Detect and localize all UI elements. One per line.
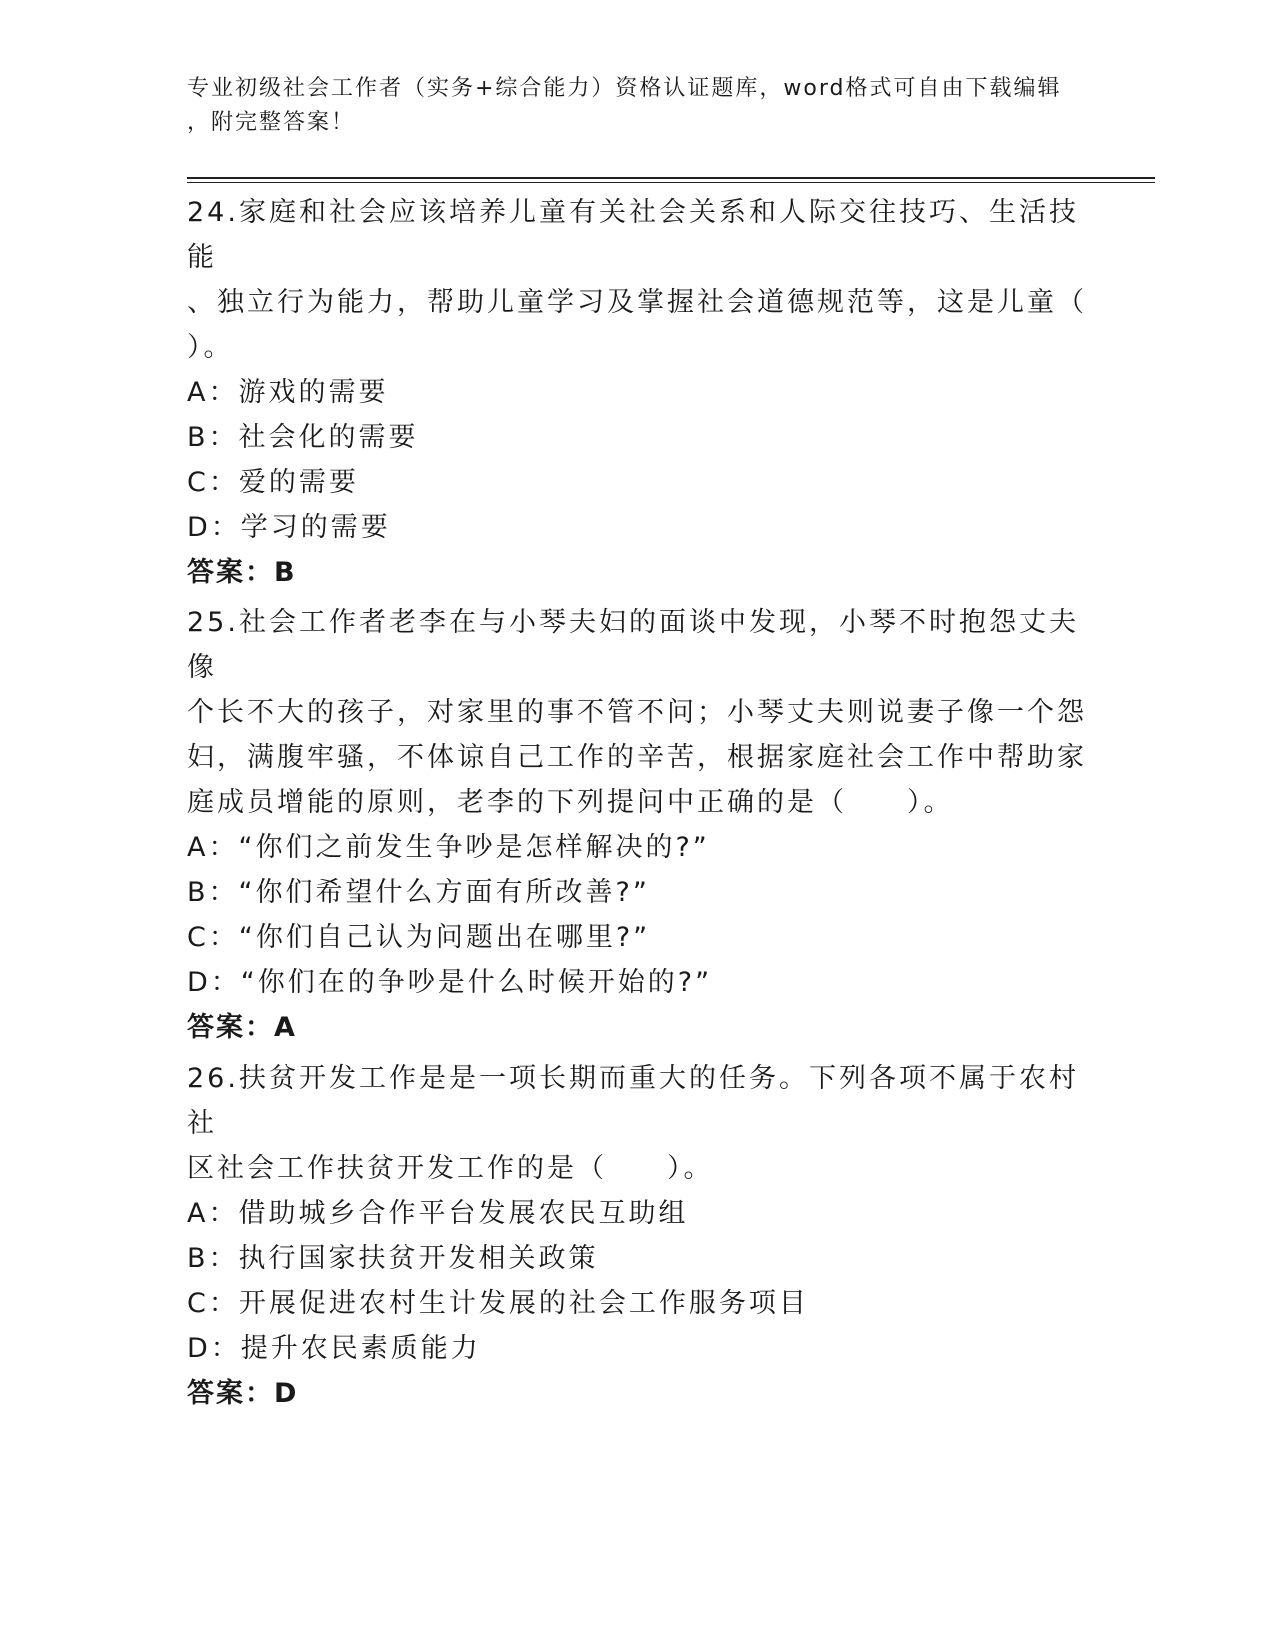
answer: 答案：B <box>187 557 297 588</box>
question-stem-line: 个长不大的孩子，对家里的事不管不问；小琴丈夫则说妻子像一个怨 <box>187 697 1087 728</box>
option-c: C：开展促进农村生计发展的社会工作服务项目 <box>187 1288 809 1319</box>
answer: 答案：A <box>187 1012 297 1043</box>
option-b: B：社会化的需要 <box>187 422 419 453</box>
option-d: D：学习的需要 <box>187 512 391 543</box>
question-stem-line: 25.社会工作者老李在与小琴夫妇的面谈中发现，小琴不时抱怨丈夫像 <box>187 607 1079 683</box>
option-a: A：“你们之前发生争吵是怎样解决的?” <box>187 832 710 863</box>
option-b: B：“你们希望什么方面有所改善?” <box>187 877 650 908</box>
question-stem-line: ）。 <box>187 332 234 363</box>
question-26 <box>187 1056 1087 1416</box>
option-b: B：执行国家扶贫开发相关政策 <box>187 1243 599 1274</box>
option-a: A：游戏的需要 <box>187 377 389 408</box>
question-stem-line: 26.扶贫开发工作是是一项长期而重大的任务。下列各项不属于农村社 <box>187 1063 1079 1139</box>
question-24 <box>187 190 1087 595</box>
question-25 <box>187 600 1087 1050</box>
option-c: C：爱的需要 <box>187 467 359 498</box>
option-c: C：“你们自己认为问题出在哪里?” <box>187 922 651 953</box>
question-stem-line: 庭成员增能的原则，老李的下列提问中正确的是（ ）。 <box>187 787 954 818</box>
option-d: D：“你们在的争吵是什么时候开始的?” <box>187 967 713 998</box>
header-rule-thick <box>187 177 1155 179</box>
question-stem-line: 妇，满腹牢骚，不体谅自己工作的辛苦，根据家庭社会工作中帮助家 <box>187 742 1087 773</box>
question-stem-line: 区社会工作扶贫开发工作的是（ ）。 <box>187 1153 714 1184</box>
question-stem-line: 24.家庭和社会应该培养儿童有关社会关系和人际交往技巧、生活技能 <box>187 197 1079 273</box>
header-rule-thin <box>187 182 1155 183</box>
question-stem-line: 、独立行为能力，帮助儿童学习及掌握社会道德规范等，这是儿童（ <box>187 287 1087 318</box>
header-line-1: 专业初级社会工作者（实务+综合能力）资格认证题库，word格式可自由下载编辑 <box>187 76 1062 101</box>
header-line-2: ，附完整答案！ <box>187 110 356 135</box>
answer: 答案：D <box>187 1378 299 1409</box>
option-a: A：借助城乡合作平台发展农民互助组 <box>187 1198 689 1229</box>
option-d: D：提升农民素质能力 <box>187 1333 481 1364</box>
page-header <box>187 72 1087 140</box>
